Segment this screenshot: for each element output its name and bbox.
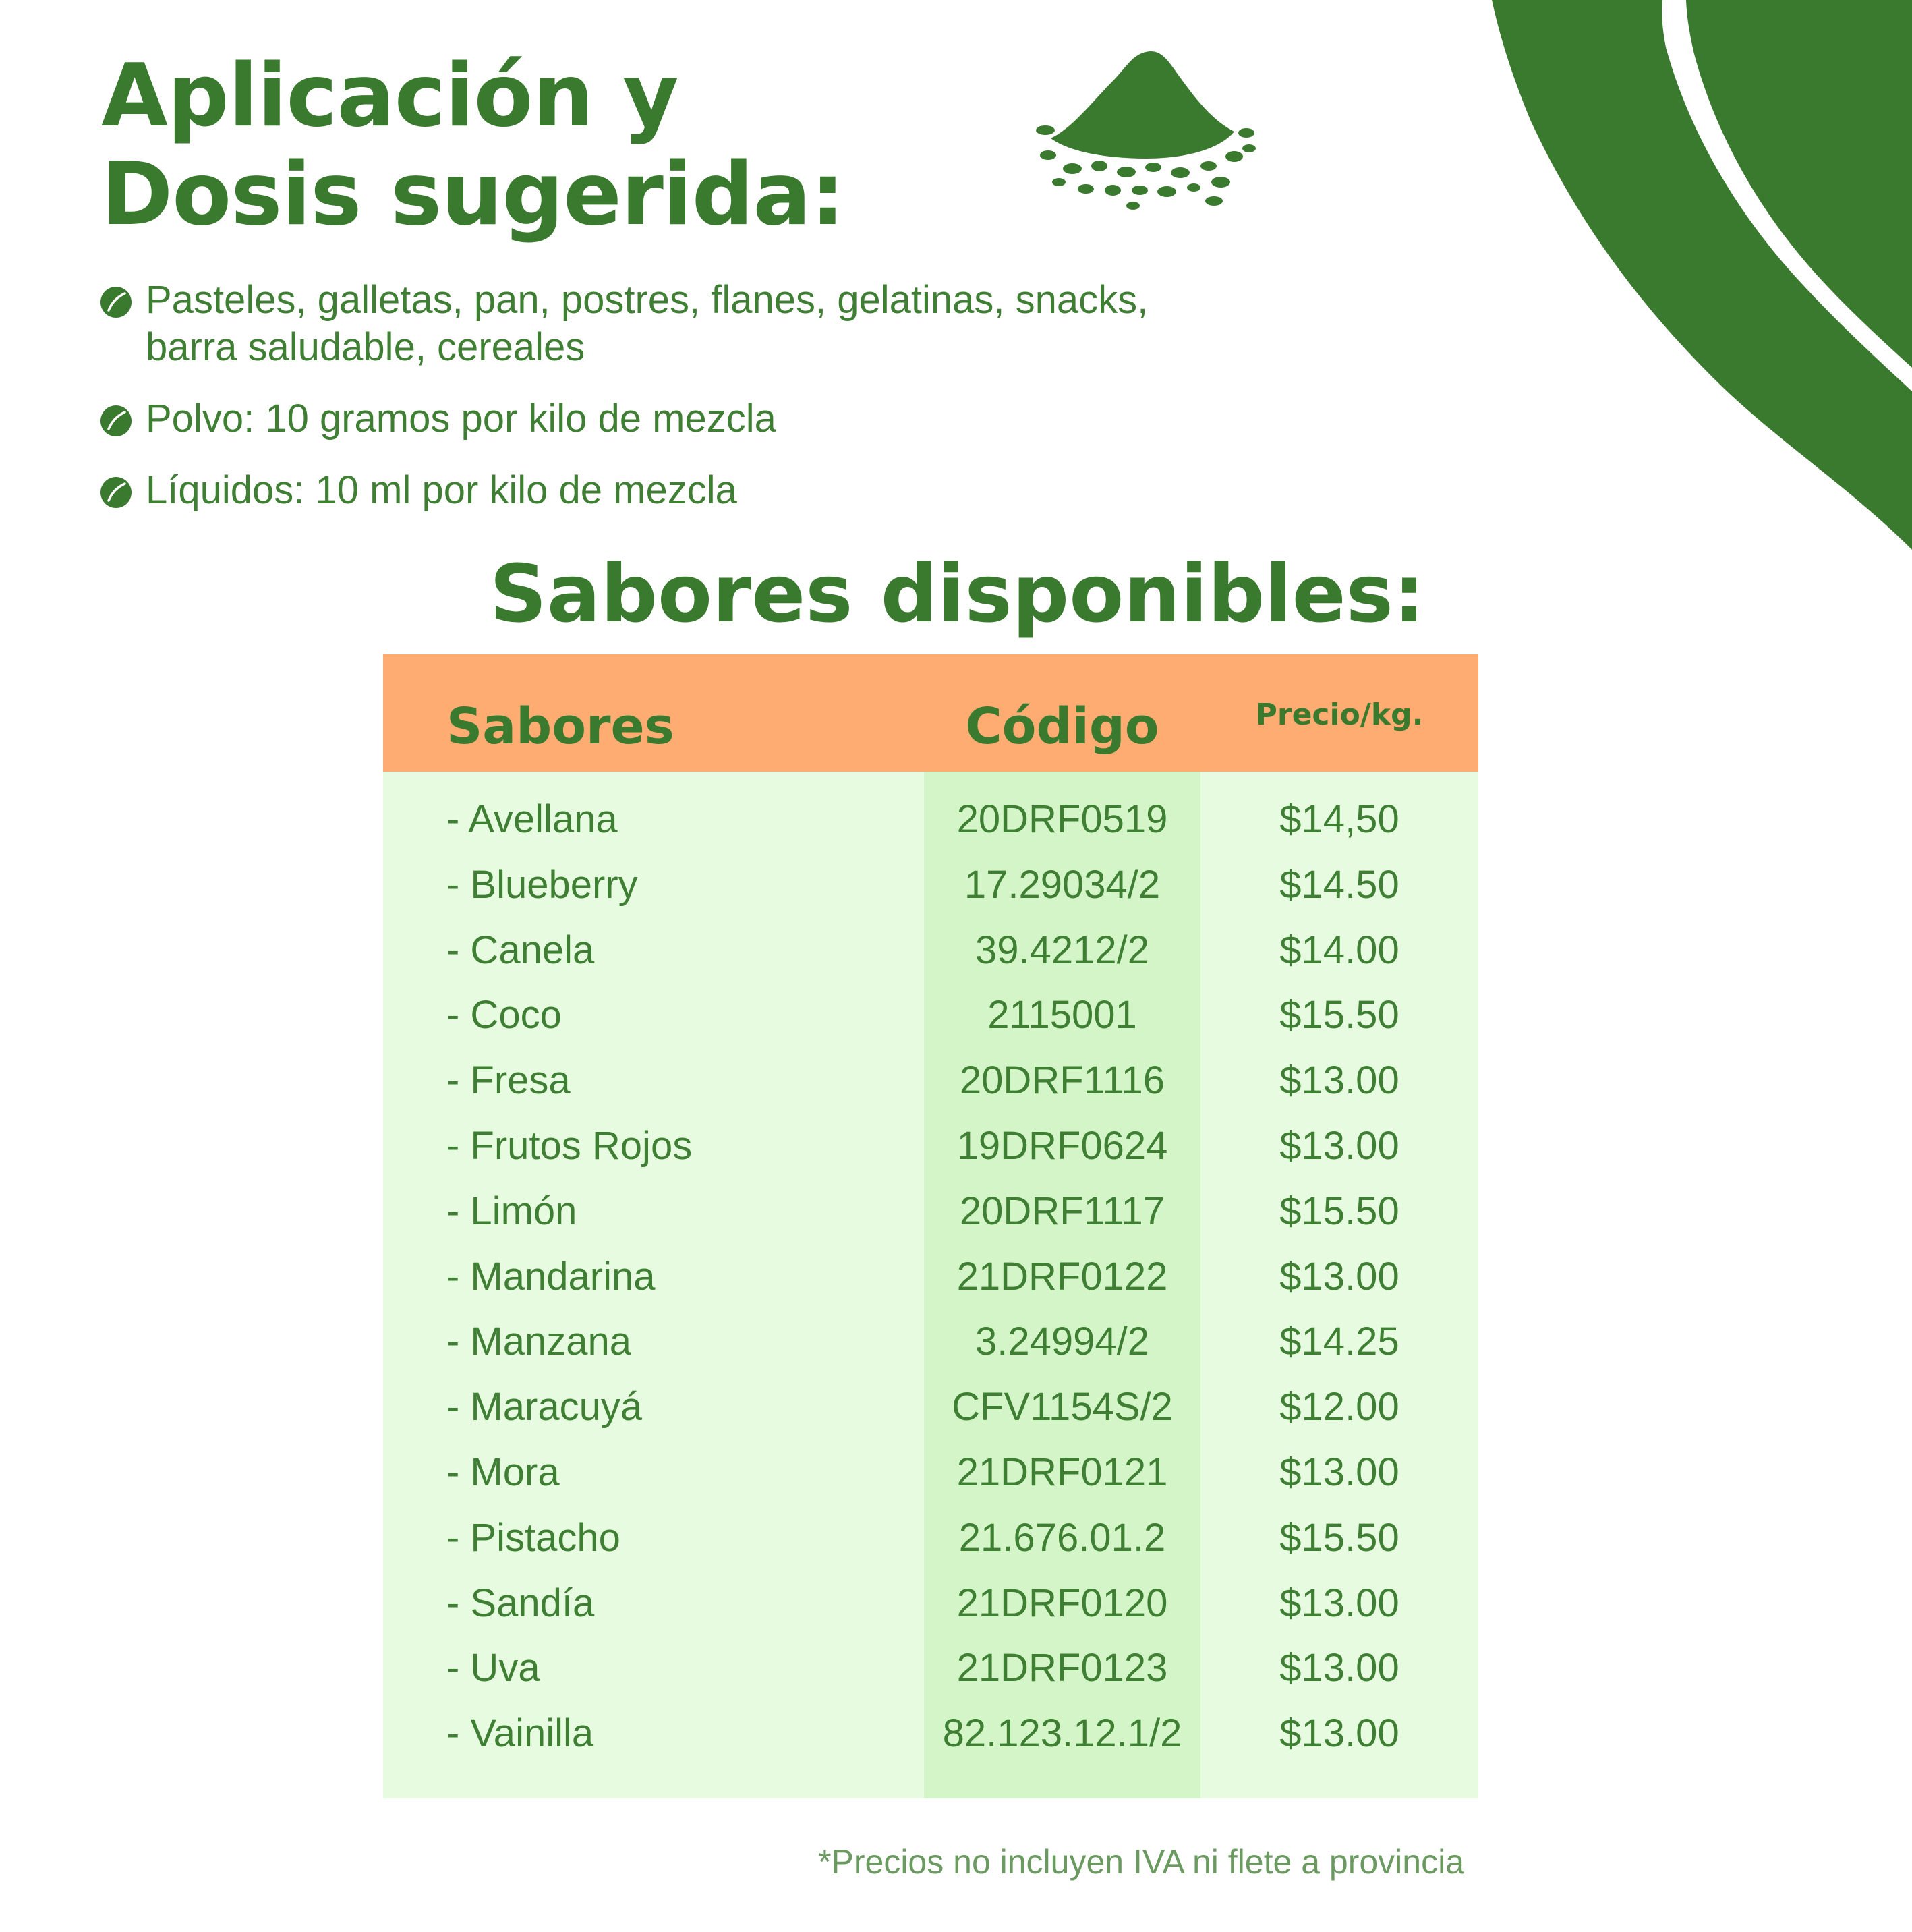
- flavor-price: $13.00: [1279, 1254, 1399, 1299]
- flavor-name: - Mora: [446, 1450, 560, 1494]
- table-row: [383, 1449, 1478, 1514]
- flavor-price: $13.00: [1279, 1123, 1399, 1168]
- header-codigo: Código: [965, 698, 1159, 756]
- flavor-name: - Avellana: [446, 797, 618, 841]
- table-body: [383, 796, 1478, 1775]
- flavor-code: 2115001: [987, 993, 1137, 1038]
- table-row: [383, 1318, 1478, 1384]
- table-row: [383, 1645, 1478, 1710]
- flavor-code: CFV1154S/2: [952, 1385, 1173, 1429]
- list-item-text: Pasteles, galletas, pan, postres, flanes, gelatinas, snacks, barra saludable, cereales: [146, 278, 1149, 369]
- flavor-price: $14.00: [1279, 928, 1399, 972]
- flavor-code: 82.123.12.1/2: [942, 1711, 1182, 1756]
- flavor-price: $13.00: [1279, 1711, 1399, 1756]
- flavor-price: $15.50: [1279, 993, 1399, 1038]
- flavor-price: $15.50: [1279, 1189, 1399, 1233]
- flavor-name: - Mandarina: [446, 1254, 656, 1299]
- table-row: [383, 1253, 1478, 1319]
- list-item: [100, 395, 1179, 443]
- header-sabores: Sabores: [446, 698, 674, 756]
- price-footnote: *Precios no incluyen IVA ni flete a provincia: [818, 1843, 1464, 1881]
- flavor-code: 17.29034/2: [964, 862, 1161, 907]
- flavors-title: Sabores disponibles:: [489, 547, 1426, 640]
- list-item-text: Polvo: 10 gramos por kilo de mezcla: [146, 397, 776, 441]
- flavor-name: - Limón: [446, 1189, 577, 1233]
- list-item: [100, 277, 1179, 371]
- title-line-1: Aplicación y: [101, 46, 678, 146]
- flavor-code: 21.676.01.2: [958, 1515, 1166, 1560]
- table-row: [383, 1710, 1478, 1775]
- leaf-icon: [100, 405, 132, 437]
- flavor-name: - Blueberry: [446, 862, 638, 907]
- flavor-name: - Manzana: [446, 1319, 632, 1364]
- flavor-name: - Frutos Rojos: [446, 1123, 693, 1168]
- flavor-code: 21DRF0120: [956, 1581, 1168, 1625]
- flavor-price: $13.00: [1279, 1058, 1399, 1103]
- table-row: [383, 1580, 1478, 1645]
- table-row: [383, 1057, 1478, 1123]
- flavor-code: 3.24994/2: [975, 1319, 1150, 1364]
- usage-list: [100, 277, 1179, 538]
- flavor-price: $15.50: [1279, 1515, 1399, 1560]
- flavors-table: [383, 654, 1478, 1798]
- list-item: [100, 467, 1179, 514]
- flavor-price: $14.25: [1279, 1319, 1399, 1364]
- page-title: [101, 47, 844, 244]
- flavor-name: - Fresa: [446, 1058, 571, 1103]
- flavor-code: 20DRF1117: [959, 1189, 1165, 1233]
- table-row: [383, 1514, 1478, 1580]
- flavor-code: 20DRF0519: [956, 797, 1168, 841]
- table-row: [383, 796, 1478, 861]
- flavor-name: - Canela: [446, 928, 595, 972]
- flavor-price: $12.00: [1279, 1385, 1399, 1429]
- list-item-text: Líquidos: 10 ml por kilo de mezcla: [146, 468, 737, 512]
- title-line-2: Dosis sugerida:: [101, 144, 844, 245]
- flavor-name: - Sandía: [446, 1581, 595, 1625]
- leaf-icon: [100, 476, 132, 509]
- table-row: [383, 1188, 1478, 1253]
- table-row: [383, 861, 1478, 927]
- flavor-code: 19DRF0624: [956, 1123, 1168, 1168]
- flavor-code: 20DRF1116: [959, 1058, 1165, 1103]
- flavor-code: 21DRF0122: [956, 1254, 1168, 1299]
- flavor-name: - Pistacho: [446, 1515, 620, 1560]
- flavor-name: - Coco: [446, 993, 562, 1038]
- header-precio: Precio/kg.: [1255, 698, 1424, 732]
- flavor-price: $13.00: [1279, 1450, 1399, 1494]
- table-row: [383, 992, 1478, 1057]
- flavor-name: - Uva: [446, 1646, 540, 1690]
- flavor-price: $13.00: [1279, 1581, 1399, 1625]
- flavor-name: - Maracuyá: [446, 1385, 643, 1429]
- table-row: [383, 1123, 1478, 1188]
- flavor-code: 21DRF0123: [956, 1646, 1168, 1690]
- table-row: [383, 1384, 1478, 1449]
- flavor-code: 21DRF0121: [956, 1450, 1168, 1494]
- flavor-price: $14.50: [1279, 862, 1399, 907]
- flavor-code: 39.4212/2: [975, 928, 1150, 972]
- flavor-price: $14,50: [1279, 797, 1399, 841]
- flavor-price: $13.00: [1279, 1646, 1399, 1690]
- powder-pile-icon: [1032, 47, 1261, 223]
- flavor-name: - Vainilla: [446, 1711, 594, 1756]
- table-row: [383, 927, 1478, 992]
- table-header: [383, 654, 1478, 772]
- leaf-icon: [100, 286, 132, 318]
